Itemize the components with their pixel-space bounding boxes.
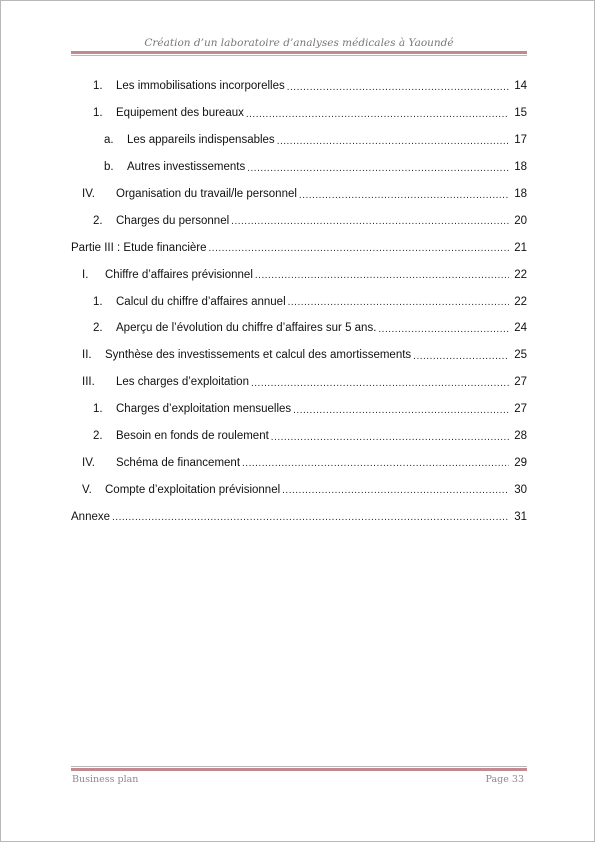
toc-entry-number: III. [82,376,95,389]
toc-entry-number: 2. [93,214,103,227]
toc-entry[interactable] [71,315,527,342]
toc-entry[interactable] [71,449,527,476]
toc-entry-label: Calcul du chiffre d’affaires annuel [116,295,286,308]
toc-entry-label: Schéma de financement [116,456,241,469]
toc-entry[interactable] [71,261,527,288]
toc-entry-label: Les appareils indispensables [127,134,275,147]
footer-document-name: Business plan [72,774,139,785]
toc-entry-page: 24 [514,322,527,335]
toc-entry[interactable] [71,342,527,369]
toc-entry[interactable] [71,127,527,154]
toc-entry-number: 1. [93,80,103,93]
toc-entry-number: IV. [82,188,96,200]
toc-entry-page: 30 [514,483,527,496]
toc-entry-page: 28 [514,430,527,443]
toc-entry-label: Compte d’exploitation prévisionnel [105,483,281,496]
toc-dot-leader [271,430,509,443]
table-of-contents [71,73,527,530]
toc-dot-leader [242,456,509,469]
toc-entry-number: V. [82,483,92,496]
toc-entry[interactable] [71,288,527,315]
toc-dot-leader [378,322,509,335]
toc-dot-leader [209,241,509,254]
toc-entry-number: II. [82,349,92,362]
toc-entry-label: Charges du personnel [116,214,230,227]
toc-entry[interactable] [71,181,527,208]
toc-entry-number: 2. [93,430,103,443]
footer-rule-thin [71,766,527,767]
toc-entry-number: 1. [93,403,103,416]
toc-entry[interactable] [71,100,527,127]
toc-entry-page: 18 [514,161,527,174]
toc-entry-number: 2. [93,322,103,335]
toc-entry[interactable] [71,503,527,530]
toc-entry-page: 18 [514,188,527,200]
toc-dot-leader [255,268,509,281]
toc-dot-leader [112,510,509,523]
toc-entry[interactable] [71,234,527,261]
header-rule-thin [71,55,527,56]
toc-entry-number: I. [82,268,89,281]
toc-entry-page: 22 [514,295,527,308]
toc-dot-leader [247,161,509,174]
toc-entry-label: Autres investissements [127,161,246,174]
toc-dot-leader [288,295,509,308]
toc-entry-number: a. [104,134,114,147]
toc-dot-leader [251,376,509,389]
toc-entry-page: 29 [514,456,527,469]
toc-entry-page: 27 [514,403,527,416]
toc-entry-label: Organisation du travail/le personnel [116,188,297,200]
toc-entry[interactable] [71,369,527,396]
toc-dot-leader [282,483,509,496]
toc-entry-page: 27 [514,376,527,389]
toc-entry-page: 14 [514,80,527,93]
toc-entry-label: Les immobilisations incorporelles [116,80,285,93]
toc-entry-label: Annexe [71,510,111,523]
footer-rule-thick [71,768,527,771]
toc-entry[interactable] [71,396,527,423]
toc-entry-page: 25 [514,349,527,362]
toc-dot-leader [277,134,509,147]
toc-entry-page: 21 [514,241,527,254]
toc-dot-leader [413,349,509,362]
toc-entry-page: 22 [514,268,527,281]
page-header-title: Création d’un laboratoire d’analyses médicales à Yaoundé [144,37,454,49]
toc-entry-page: 31 [514,510,527,523]
toc-entry-label: Synthèse des investissements et calcul des amortissements [105,349,412,362]
header-rule-thick [71,51,527,54]
toc-entry-label: Besoin en fonds de roulement [116,430,269,443]
toc-entry[interactable] [71,476,527,503]
toc-entry-label: Les charges d’exploitation [116,376,249,389]
toc-entry-label: Partie III : Etude financière [71,241,207,254]
toc-dot-leader [293,403,509,416]
footer-page-number: Page 33 [485,774,524,785]
toc-entry-page: 15 [514,107,527,120]
toc-entry-label: Aperçu de l’évolution du chiffre d’affaires sur 5 ans. [116,322,377,335]
toc-entry-label: Charges d’exploitation mensuelles [116,403,292,416]
toc-entry-number: IV. [82,456,96,469]
toc-entry-label: Equipement des bureaux [116,107,244,120]
toc-dot-leader [231,214,509,227]
toc-entry-page: 17 [514,134,527,147]
toc-entry-label: Chiffre d’affaires prévisionnel [105,268,253,281]
toc-entry-number: 1. [93,107,103,120]
toc-entry-number: b. [104,161,114,174]
toc-entry-number: 1. [93,295,103,308]
toc-entry[interactable] [71,207,527,234]
toc-entry[interactable] [71,423,527,450]
toc-dot-leader [287,80,509,93]
toc-dot-leader [246,107,509,120]
toc-entry-page: 20 [514,214,527,227]
toc-entry[interactable] [71,154,527,181]
toc-dot-leader [299,188,509,201]
toc-entry[interactable] [71,73,527,100]
